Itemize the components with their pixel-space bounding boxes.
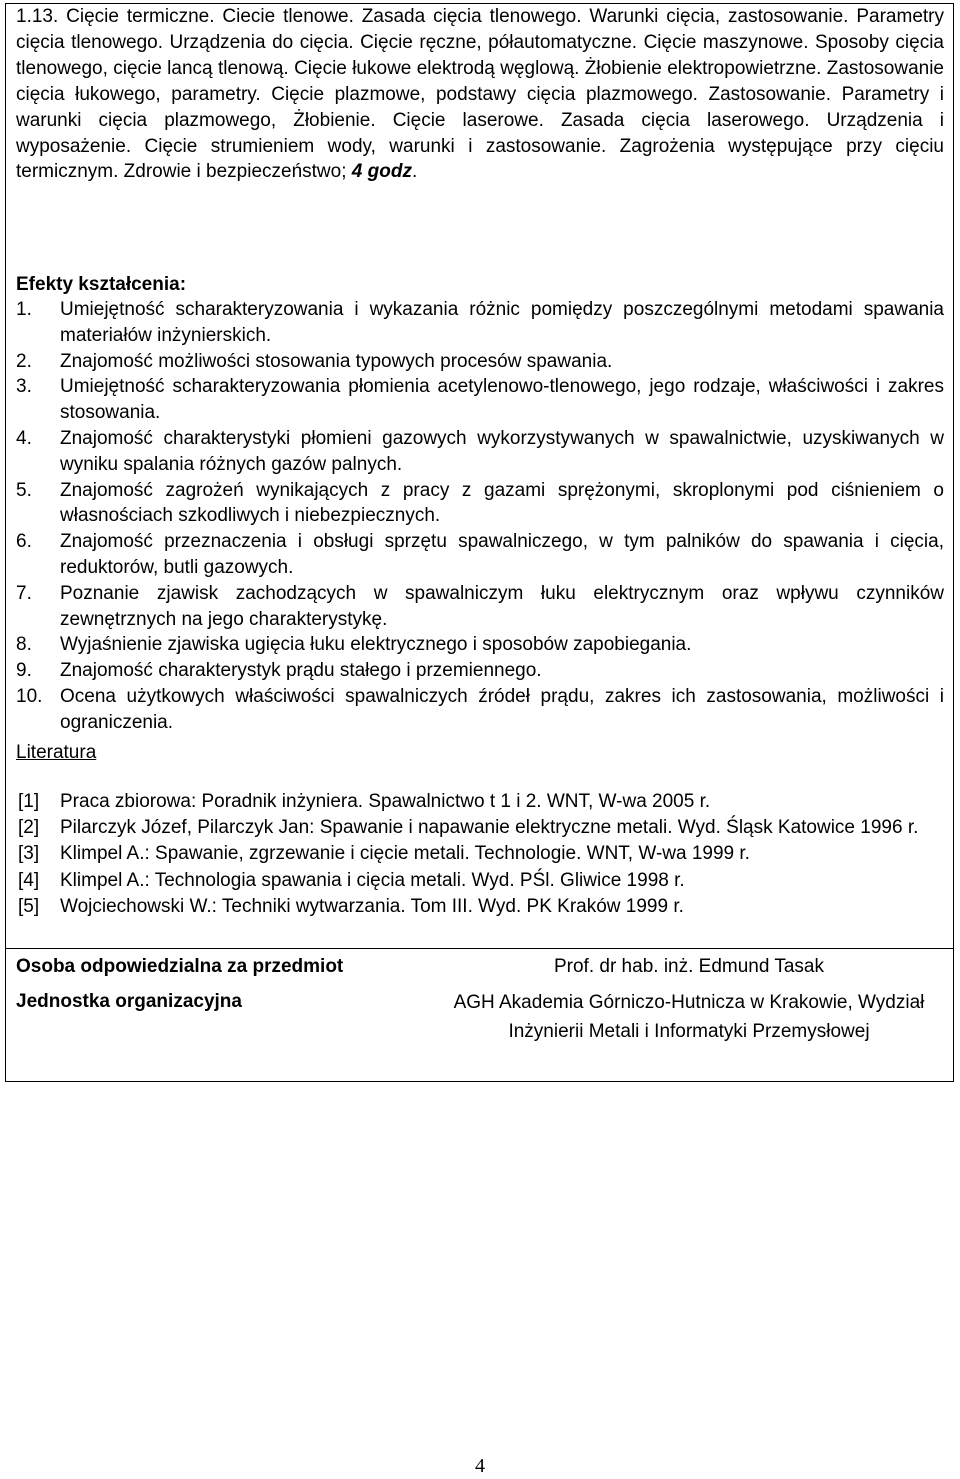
- outcome-item: [16, 632, 944, 658]
- outcomes-list: [16, 297, 944, 736]
- reference-text: Pilarczyk Józef, Pilarczyk Jan: Spawanie i napawanie elektryczne metali. Wyd. Śląsk Katowice 1996 r.: [60, 817, 919, 839]
- outcome-text: Znajomość charakterystyki płomieni gazowych wykorzystywanych w spawalnictwie, uzyskiwanych w wyniku spalania różnych gazów palnych.: [60, 427, 944, 475]
- literature-heading: Literatura: [16, 742, 97, 763]
- reference-number: [3]: [18, 843, 40, 865]
- reference-number: [2]: [18, 817, 40, 839]
- outcome-text: Umiejętność scharakteryzowania i wykazania różnic pomiędzy poszczególnymi metodami spawania materiałów inżynierskich.: [60, 299, 944, 346]
- page-number: 4: [475, 1455, 485, 1477]
- outcome-number: 6.: [16, 531, 32, 553]
- outcome-item: [16, 478, 944, 530]
- outcome-number: 5.: [16, 479, 32, 501]
- literature-list: [18, 789, 938, 920]
- reference-number: [1]: [18, 791, 40, 812]
- reference-item: [18, 841, 938, 867]
- outcome-item: [16, 374, 944, 426]
- outcome-text: Znajomość charakterystyk prądu stałego i przemiennego.: [60, 660, 542, 682]
- reference-number: [4]: [18, 869, 40, 891]
- organizational-unit-label: Jednostka organizacyjna: [16, 991, 242, 1012]
- table-divider: [5, 948, 954, 949]
- outcome-number: 1.: [16, 299, 32, 320]
- outcome-number: 2.: [16, 350, 32, 372]
- outcome-number: 4.: [16, 427, 32, 449]
- outcome-item: [16, 297, 944, 349]
- outcome-number: 7.: [16, 582, 32, 604]
- reference-item: [18, 815, 938, 841]
- reference-item: [18, 868, 938, 894]
- outcome-item: [16, 426, 944, 478]
- outcome-number: 3.: [16, 376, 32, 398]
- outcome-item: [16, 658, 944, 684]
- topic-hours: 4 godz: [351, 161, 412, 183]
- outcome-number: 10.: [16, 685, 43, 707]
- outcome-text: Poznanie zjawisk zachodzących w spawalniczym łuku elektrycznym oraz wpływu czynników zewnętrznych na jego charakterystykę.: [60, 582, 944, 630]
- outcome-item: [16, 581, 944, 633]
- outcome-text: Umiejętność scharakteryzowania płomienia acetylenowo-tlenowego, jego rodzaje, właściwości i zakres stosowania.: [60, 376, 944, 424]
- outcome-item: [16, 529, 944, 581]
- outcome-number: 8.: [16, 634, 32, 656]
- reference-item: [18, 789, 938, 815]
- outcome-text: Znajomość możliwości stosowania typowych procesów spawania.: [60, 350, 613, 372]
- organizational-unit-value: AGH Akademia Górniczo-Hutnicza w Krakowie, Wydział Inżynierii Metali i Informatyki Przemysłowej: [453, 992, 925, 1042]
- outcome-text: Znajomość przeznaczenia i obsługi sprzętu spawalniczego, w tym palników do spawania i cięcia, reduktorów, butli gazowych.: [60, 531, 944, 578]
- outcome-number: 9.: [16, 660, 32, 682]
- reference-text: Klimpel A.: Spawanie, zgrzewanie i cięcie metali. Technologie. WNT, W-wa 1999 r.: [60, 843, 750, 865]
- reference-text: Klimpel A.: Technologia spawania i cięcia metali. Wyd. PŚl. Gliwice 1998 r.: [60, 869, 685, 891]
- responsible-person-value: Prof. dr hab. inż. Edmund Tasak: [553, 956, 825, 977]
- responsible-person-label: Osoba odpowiedzialna za przedmiot: [16, 956, 344, 977]
- outcome-text: Wyjaśnienie zjawiska ugięcia łuku elektrycznego i sposobów zapobiegania.: [60, 634, 692, 656]
- outcome-item: [16, 684, 944, 736]
- reference-number: [5]: [18, 895, 40, 917]
- reference-item: [18, 894, 938, 920]
- outcomes-heading: Efekty kształcenia:: [16, 274, 187, 295]
- outcome-item: [16, 349, 944, 375]
- reference-text: Wojciechowski W.: Techniki wytwarzania. Tom III. Wyd. PK Kraków 1999 r.: [60, 895, 684, 917]
- topic-text: 1.13. Cięcie termiczne. Ciecie tlenowe. Zasada cięcia tlenowego. Warunki cięcia, zastosowanie. Parametry cięcia tlenowego. Urządzenia do cięcia. Cięcie ręczne, półautomatyczne. Cięcie maszynowe. Sposoby cięcia tlenowego, cięcie lancą tlenową. Cięcie łukowe elektrodą węglową. Żłobienie elektropowietrzne. Zastosowanie cięcia łukowego, parametry. Cięcie plazmowe, podstawy cięcia plazmowego. Zastosowanie. Parametry i warunki cięcia plazmowego, Żłobienie. Cięcie laserowe. Zasada cięcia laserowego. Urządzenia i wyposażenie. Cięcie strumieniem wody, warunki i zastosowanie. Zagrożenia występujące przy cięciu termicznym. Zdrowie i bezpieczeństwo;: [16, 6, 944, 183]
- outcome-text: Znajomość zagrożeń wynikających z pracy z gazami sprężonymi, skroplonymi pod ciśnieniem o własnościach szkodliwych i niebezpiecznych.: [60, 479, 944, 527]
- topic-end: .: [411, 161, 418, 183]
- outcome-text: Ocena użytkowych właściwości spawalniczych źródeł prądu, zakres ich zastosowania, możliwości i ograniczenia.: [60, 685, 944, 733]
- topic-paragraph: [16, 4, 944, 185]
- reference-text: Praca zbiorowa: Poradnik inżyniera. Spawalnictwo t 1 i 2. WNT, W-wa 2005 r.: [60, 791, 711, 812]
